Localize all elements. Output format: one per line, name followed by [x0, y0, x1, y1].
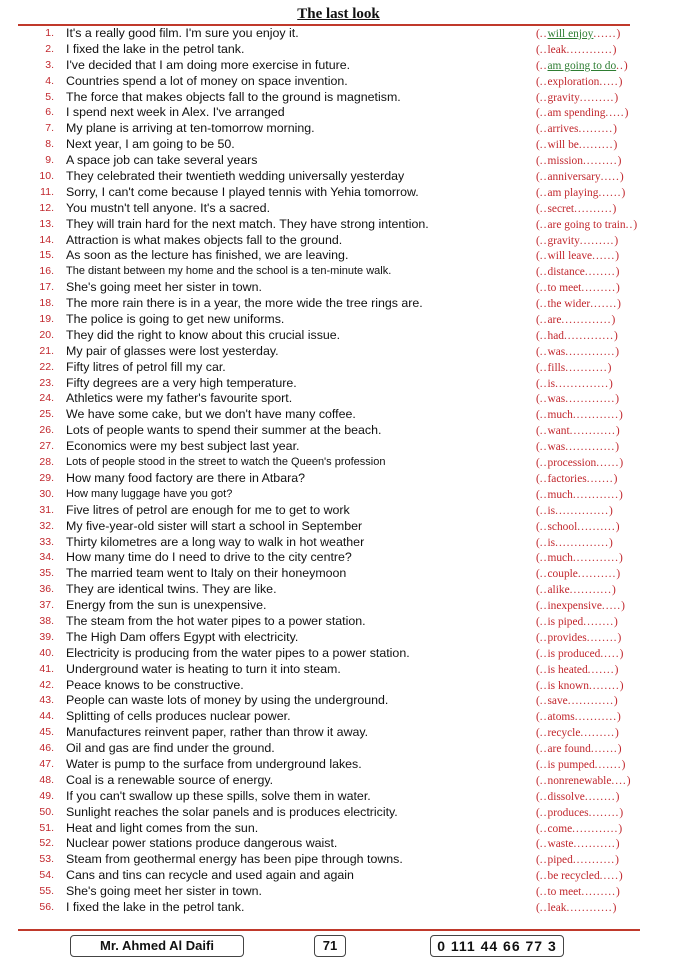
- item-number: 42.: [39, 678, 54, 691]
- sentence-text: The steam from the hot water pipes to a power station.: [66, 613, 366, 628]
- exercise-row: [0, 646, 677, 662]
- item-number: 11.: [40, 185, 54, 198]
- sentence-text: Underground water is heating to turn it into steam.: [66, 661, 341, 676]
- exercise-row: [0, 455, 677, 471]
- correction-text: anniversary: [547, 171, 601, 184]
- correction-answer: (..factories.......): [536, 472, 618, 485]
- correction-text: come: [547, 822, 573, 835]
- sentence-text: Attraction is what makes objects fall to the ground.: [66, 232, 343, 247]
- sentence-text: Fifty degrees are a very high temperature.: [66, 375, 297, 390]
- correction-answer: (..are.............): [536, 314, 616, 327]
- item-number: 4.: [45, 74, 54, 87]
- correction-answer: (..is known........): [536, 679, 624, 692]
- correction-answer: (..gravity.........): [536, 234, 619, 247]
- item-number: 33.: [39, 535, 54, 548]
- sentence-text: The more rain there is in a year, the more wide the tree rings are.: [66, 296, 423, 311]
- sentence-text: It's a really good film. I'm sure you enjoy it.: [66, 26, 299, 40]
- correction-text: distance: [547, 266, 585, 279]
- exercise-row: [0, 26, 677, 42]
- correction-text: mission: [547, 155, 583, 168]
- correction-answer: (..is produced.....): [536, 647, 624, 660]
- correction-text: is: [547, 536, 556, 549]
- item-number: 21.: [39, 344, 54, 357]
- item-number: 53.: [39, 853, 54, 866]
- exercise-row: [0, 805, 677, 821]
- exercise-row: [0, 725, 677, 741]
- correction-answer: (..to meet.........): [536, 886, 620, 899]
- correction-text: to meet: [547, 886, 582, 899]
- exercise-row: [0, 248, 677, 264]
- correction-text: nonrenewable: [547, 774, 612, 787]
- item-number: 2.: [45, 42, 54, 55]
- correction-answer: (..is heated.......): [536, 663, 619, 676]
- correction-answer: (..be recycled.....): [536, 870, 623, 883]
- correction-text: procession: [547, 457, 597, 470]
- item-number: 46.: [39, 742, 54, 755]
- sentence-text: The distant between my home and the school is a ten-minute walk.: [66, 265, 392, 278]
- correction-text: is produced: [547, 647, 601, 660]
- correction-answer: (..produces........): [536, 806, 624, 819]
- sentence-text: Oil and gas are find under the ground.: [66, 741, 275, 756]
- sentence-text: My pair of glasses were lost yesterday.: [66, 343, 279, 358]
- correction-answer: (..leak............): [536, 901, 617, 914]
- sentence-text: A space job can take several years: [66, 153, 258, 168]
- correction-answer: (..much............): [536, 488, 623, 501]
- correction-text: arrives: [547, 123, 579, 136]
- item-number: 38.: [39, 614, 54, 627]
- sentence-text: As soon as the lecture has finished, we are leaving.: [66, 248, 349, 263]
- correction-text: was: [547, 441, 566, 454]
- sentence-text: If you can't swallow up these spills, solve them in water.: [66, 788, 371, 803]
- correction-answer: (..am playing......): [536, 186, 626, 199]
- exercise-row: [0, 550, 677, 566]
- correction-answer: (..leak............): [536, 43, 617, 56]
- exercise-row: [0, 900, 677, 916]
- sentence-text: Heat and light comes from the sun.: [66, 820, 259, 835]
- correction-text: much: [547, 409, 573, 422]
- page-title: The last look: [297, 6, 380, 22]
- item-number: 51.: [39, 821, 54, 834]
- sentence-text: Thirty kilometres are a long way to walk in hot weather: [66, 534, 365, 549]
- correction-text: atoms: [547, 711, 575, 724]
- correction-text: save: [547, 695, 568, 708]
- exercise-row: [0, 407, 677, 423]
- item-number: 34.: [39, 551, 54, 564]
- correction-text: produces: [547, 806, 589, 819]
- correction-answer: (..gravity.........): [536, 91, 619, 104]
- sentence-text: You mustn't tell anyone. It's a sacred.: [66, 200, 271, 215]
- exercise-row: [0, 487, 677, 503]
- item-number: 56.: [39, 900, 54, 913]
- item-number: 10.: [39, 170, 54, 183]
- correction-text: couple: [547, 568, 578, 581]
- exercise-row: [0, 773, 677, 789]
- page-number: 71: [314, 935, 346, 957]
- sentence-text: Sorry, I can't come because I played tennis with Yehia tomorrow.: [66, 184, 419, 199]
- item-number: 43.: [39, 694, 54, 707]
- exercise-row: [0, 662, 677, 678]
- item-number: 47.: [39, 757, 54, 770]
- correction-answer: (..alike...........): [536, 584, 616, 597]
- correction-text: will be: [547, 139, 579, 152]
- item-number: 50.: [39, 805, 54, 818]
- correction-text: was: [547, 345, 566, 358]
- correction-answer: (..to meet.........): [536, 282, 620, 295]
- correction-text: waste: [547, 838, 574, 851]
- exercise-row: [0, 503, 677, 519]
- item-number: 49.: [39, 789, 54, 802]
- correction-answer: (..waste...........): [536, 838, 620, 851]
- correction-answer: (..much............): [536, 409, 623, 422]
- exercise-row: [0, 233, 677, 249]
- teacher-name: Mr. Ahmed Al Daifi: [70, 935, 244, 957]
- correction-answer: (..procession......): [536, 457, 624, 470]
- correction-text: secret: [547, 202, 575, 215]
- sentence-text: I fixed the lake in the petrol tank.: [66, 899, 245, 914]
- correction-text: the wider: [547, 298, 591, 311]
- correction-answer: (..am spending.....): [536, 107, 629, 120]
- correction-answer: (..dissolve........): [536, 790, 620, 803]
- correction-answer: (..distance........): [536, 266, 620, 279]
- item-number: 36.: [39, 583, 54, 596]
- item-number: 8.: [45, 138, 54, 151]
- correction-answer: (..inexpensive.....): [536, 600, 625, 613]
- sentence-text: Splitting of cells produces nuclear power.: [66, 709, 291, 724]
- item-number: 48.: [39, 773, 54, 786]
- exercise-row: [0, 852, 677, 868]
- item-number: 12.: [39, 201, 54, 214]
- exercise-row: [0, 153, 677, 169]
- correction-answer: (..atoms...........): [536, 711, 621, 724]
- exercise-row: [0, 376, 677, 392]
- correction-answer: (..is..............): [536, 377, 613, 390]
- exercise-row: [0, 741, 677, 757]
- correction-text: are going to train: [547, 218, 626, 231]
- sentence-text: People can waste lots of money by using the underground.: [66, 693, 389, 708]
- exercise-row: [0, 264, 677, 280]
- sentence-text: The married team went to Italy on their honeymoon: [66, 566, 347, 581]
- item-number: 15.: [39, 249, 54, 262]
- correction-text: school: [547, 520, 578, 533]
- correction-text: dissolve: [547, 790, 585, 803]
- item-number: 31.: [39, 503, 54, 516]
- item-number: 6.: [45, 106, 54, 119]
- item-number: 13.: [39, 217, 54, 230]
- correction-text: am going to do: [547, 59, 617, 72]
- sentence-text: She's going meet her sister in town.: [66, 280, 262, 295]
- item-number: 17.: [39, 281, 54, 294]
- correction-text: is known: [547, 679, 589, 692]
- exercise-list: [0, 26, 677, 916]
- item-number: 32.: [39, 519, 54, 532]
- correction-answer: (..fills...........): [536, 361, 612, 374]
- correction-text: gravity: [547, 91, 580, 104]
- sentence-text: Steam from geothermal energy has been pipe through towns.: [66, 852, 403, 867]
- sentence-text: Water is pump to the surface from underground lakes.: [66, 756, 362, 771]
- sentence-text: Peace knows to be constructive.: [66, 677, 244, 692]
- item-number: 29.: [39, 471, 54, 484]
- footer-divider: [18, 929, 640, 931]
- item-number: 28.: [39, 456, 54, 469]
- correction-text: much: [547, 552, 573, 565]
- correction-answer: (..was.............): [536, 393, 620, 406]
- sentence-text: They will train hard for the next match. They have strong intention.: [66, 216, 429, 231]
- exercise-row: [0, 137, 677, 153]
- item-number: 27.: [39, 440, 54, 453]
- correction-answer: (..recycle.........): [536, 727, 619, 740]
- correction-answer: (..is pumped.......): [536, 758, 626, 771]
- sentence-text: Manufactures reinvent paper, rather than throw it away.: [66, 725, 369, 740]
- item-number: 7.: [45, 122, 54, 135]
- correction-text: be recycled: [547, 870, 600, 883]
- exercise-row: [0, 105, 677, 121]
- exercise-row: [0, 296, 677, 312]
- sentence-text: The High Dam offers Egypt with electricity.: [66, 629, 299, 644]
- correction-answer: (..secret..........): [536, 202, 617, 215]
- correction-answer: (..much............): [536, 552, 623, 565]
- item-number: 54.: [39, 869, 54, 882]
- correction-text: are: [547, 314, 562, 327]
- correction-answer: (..nonrenewable....): [536, 774, 631, 787]
- correction-answer: (..couple..........): [536, 568, 621, 581]
- exercise-row: [0, 344, 677, 360]
- exercise-row: [0, 471, 677, 487]
- phone-number: 0 111 44 66 77 3: [430, 935, 564, 957]
- correction-answer: (..are going to train..): [536, 218, 638, 231]
- exercise-row: [0, 821, 677, 837]
- correction-text: much: [547, 488, 573, 501]
- item-number: 40.: [39, 646, 54, 659]
- exercise-row: [0, 884, 677, 900]
- item-number: 26.: [39, 424, 54, 437]
- sentence-text: Lots of people wants to spend their summer at the beach.: [66, 423, 382, 438]
- sentence-text: They celebrated their twentieth wedding universally yesterday: [66, 169, 405, 184]
- exercise-row: [0, 582, 677, 598]
- correction-answer: (..the wider.......): [536, 298, 621, 311]
- exercise-row: [0, 74, 677, 90]
- sentence-text: Cans and tins can recycle and used again and again: [66, 868, 354, 883]
- correction-text: was: [547, 393, 566, 406]
- exercise-row: [0, 439, 677, 455]
- sentence-text: Countries spend a lot of money on space invention.: [66, 73, 348, 88]
- exercise-row: [0, 630, 677, 646]
- sentence-text: How many food factory are there in Atbara?: [66, 470, 305, 485]
- correction-text: exploration: [547, 75, 600, 88]
- sentence-text: Lots of people stood in the street to watch the Queen's profession: [66, 456, 386, 469]
- correction-text: want: [547, 425, 570, 438]
- correction-text: had: [547, 329, 564, 342]
- sentence-text: Sunlight reaches the solar panels and is produces electricity.: [66, 804, 398, 819]
- exercise-row: [0, 535, 677, 551]
- correction-text: is pumped: [547, 758, 595, 771]
- correction-answer: (..anniversary.....): [536, 171, 624, 184]
- item-number: 44.: [39, 710, 54, 723]
- correction-text: alike: [547, 584, 570, 597]
- sentence-text: Nuclear power stations produce dangerous waist.: [66, 836, 338, 851]
- sentence-text: Next year, I am going to be 50.: [66, 137, 235, 152]
- correction-answer: (..am going to do..): [536, 59, 628, 72]
- page-header: [0, 6, 677, 26]
- item-number: 41.: [39, 662, 54, 675]
- correction-text: am playing: [547, 186, 599, 199]
- item-number: 9.: [45, 154, 54, 167]
- exercise-row: [0, 90, 677, 106]
- correction-answer: (..come............): [536, 822, 623, 835]
- item-number: 20.: [39, 328, 54, 341]
- exercise-row: [0, 693, 677, 709]
- correction-answer: (..piped...........): [536, 854, 619, 867]
- item-number: 52.: [39, 837, 54, 850]
- exercise-row: [0, 360, 677, 376]
- correction-answer: (..want............): [536, 425, 620, 438]
- correction-text: will enjoy: [547, 28, 594, 40]
- item-number: 37.: [39, 599, 54, 612]
- item-number: 3.: [45, 58, 54, 71]
- sentence-text: I've decided that I am doing more exercise in future.: [66, 57, 351, 72]
- correction-answer: (..arrives.........): [536, 123, 617, 136]
- correction-text: to meet: [547, 282, 582, 295]
- correction-answer: (..provides........): [536, 631, 622, 644]
- item-number: 35.: [39, 567, 54, 580]
- correction-text: leak: [547, 901, 567, 914]
- exercise-row: [0, 519, 677, 535]
- sentence-text: Electricity is producing from the water pipes to a power station.: [66, 645, 410, 660]
- correction-text: am spending: [547, 107, 606, 120]
- correction-text: is: [547, 377, 556, 390]
- correction-text: leak: [547, 43, 567, 56]
- sentence-text: We have some cake, but we don't have many coffee.: [66, 407, 356, 422]
- sentence-text: Economics were my best subject last year.: [66, 439, 300, 454]
- sentence-text: She's going meet her sister in town.: [66, 884, 262, 899]
- item-number: 22.: [39, 360, 54, 373]
- sentence-text: The police is going to get new uniforms.: [66, 312, 285, 327]
- sentence-text: Five litres of petrol are enough for me to get to work: [66, 502, 350, 517]
- exercise-row: [0, 121, 677, 137]
- correction-answer: (..is..............): [536, 536, 613, 549]
- correction-answer: (..are found.......): [536, 743, 622, 756]
- sentence-text: They did the right to know about this crucial issue.: [66, 327, 341, 342]
- sentence-text: They are identical twins. They are like.: [66, 582, 277, 597]
- exercise-row: [0, 169, 677, 185]
- exercise-row: [0, 58, 677, 74]
- exercise-row: [0, 217, 677, 233]
- sentence-text: My plane is arriving at ten-tomorrow morning.: [66, 121, 315, 136]
- exercise-row: [0, 598, 677, 614]
- exercise-row: [0, 328, 677, 344]
- exercise-row: [0, 185, 677, 201]
- correction-text: inexpensive: [547, 600, 602, 613]
- item-number: 1.: [45, 27, 54, 39]
- exercise-row: [0, 789, 677, 805]
- item-number: 45.: [39, 726, 54, 739]
- correction-text: provides: [547, 631, 587, 644]
- correction-answer: (..exploration.....): [536, 75, 623, 88]
- sentence-text: The force that makes objects fall to the ground is magnetism.: [66, 89, 401, 104]
- correction-text: will leave: [547, 250, 593, 263]
- exercise-row: [0, 836, 677, 852]
- item-number: 14.: [39, 233, 54, 246]
- item-number: 30.: [39, 487, 54, 500]
- exercise-row: [0, 201, 677, 217]
- correction-answer: (..had.............): [536, 329, 618, 342]
- exercise-row: [0, 757, 677, 773]
- exercise-row: [0, 868, 677, 884]
- item-number: 16.: [39, 265, 54, 278]
- exercise-row: [0, 423, 677, 439]
- item-number: 24.: [39, 392, 54, 405]
- sentence-text: I spend next week in Alex. I've arranged: [66, 105, 285, 120]
- item-number: 5.: [45, 90, 54, 103]
- exercise-row: [0, 566, 677, 582]
- exercise-row: [0, 42, 677, 58]
- correction-answer: (..was.............): [536, 441, 620, 454]
- item-number: 19.: [39, 313, 54, 326]
- sentence-text: My five-year-old sister will start a school in September: [66, 518, 363, 533]
- sentence-text: How many time do I need to drive to the city centre?: [66, 550, 352, 565]
- correction-text: fills: [547, 361, 566, 374]
- exercise-row: [0, 614, 677, 630]
- correction-answer: (..will leave......): [536, 250, 619, 263]
- correction-text: is piped: [547, 615, 584, 628]
- sentence-text: How many luggage have you got?: [66, 487, 233, 500]
- item-number: 55.: [39, 885, 54, 898]
- sentence-text: Energy from the sun is unexpensive.: [66, 598, 267, 613]
- sentence-text: Coal is a renewable source of energy.: [66, 772, 274, 787]
- sentence-text: I fixed the lake in the petrol tank.: [66, 41, 245, 56]
- exercise-row: [0, 391, 677, 407]
- exercise-row: [0, 678, 677, 694]
- correction-answer: (..is piped........): [536, 615, 618, 628]
- correction-text: recycle: [547, 727, 581, 740]
- sentence-text: Athletics were my father's favourite sport.: [66, 391, 293, 406]
- item-number: 18.: [39, 297, 54, 310]
- correction-text: gravity: [547, 234, 580, 247]
- correction-answer: (..save............): [536, 695, 618, 708]
- correction-answer: (..was.............): [536, 345, 620, 358]
- item-number: 23.: [39, 376, 54, 389]
- exercise-row: [0, 709, 677, 725]
- item-number: 25.: [39, 408, 54, 421]
- correction-answer: (..will be.........): [536, 139, 618, 152]
- correction-text: is: [547, 504, 556, 517]
- correction-answer: (..school..........): [536, 520, 620, 533]
- exercise-row: [0, 312, 677, 328]
- correction-text: factories: [547, 472, 587, 485]
- item-number: 39.: [39, 630, 54, 643]
- correction-answer: (..mission.........): [536, 155, 622, 168]
- correction-answer: (..will enjoy......): [536, 28, 621, 40]
- correction-text: piped: [547, 854, 573, 867]
- sentence-text: Fifty litres of petrol fill my car.: [66, 359, 226, 374]
- correction-text: is heated: [547, 663, 588, 676]
- correction-answer: (..is..............): [536, 504, 613, 517]
- correction-text: are found: [547, 743, 591, 756]
- exercise-row: [0, 280, 677, 296]
